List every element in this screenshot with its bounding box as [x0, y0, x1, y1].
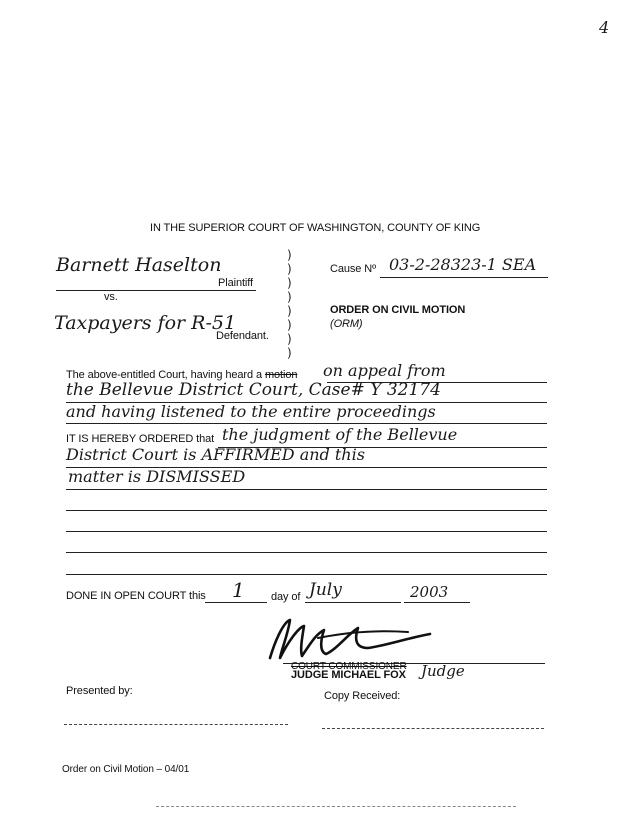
rule-10 [66, 574, 547, 575]
defendant-name: Taxpayers for R-51 [54, 312, 237, 334]
plaintiff-line [56, 290, 256, 291]
rule-8 [66, 531, 547, 532]
scan-edge-marks [156, 806, 516, 807]
page-number: 4 [599, 18, 610, 37]
presented-label: Presented by: [66, 685, 133, 697]
month-line [305, 602, 401, 603]
order-title: ORDER ON CIVIL MOTION [330, 304, 466, 316]
plaintiff-label: Plaintiff [218, 277, 253, 289]
copy-label: Copy Received: [324, 690, 401, 702]
day-value: 1 [232, 578, 245, 602]
cause-label: Cause Nº [330, 263, 377, 275]
day-label: day of [271, 591, 301, 603]
day-line [205, 602, 267, 603]
done-label: DONE IN OPEN COURT this [66, 590, 206, 602]
body-lead-text: The above-entitled Court, having heard a [66, 369, 262, 381]
presented-line [64, 724, 288, 725]
handwritten-line4: the judgment of the Bellevue [222, 425, 458, 444]
body-struck: motion [264, 369, 298, 381]
caption-brace: ) ) ) ) ) ) ) ) [287, 248, 292, 360]
handwritten-line6: matter is DISMISSED [68, 467, 246, 486]
rule-7 [66, 510, 547, 511]
order-subtitle: (ORM) [330, 318, 363, 330]
commissioner-label: COURT COMMISSIONER [291, 661, 407, 672]
year-line [404, 602, 470, 603]
handwritten-line5: District Court is AFFIRMED and this [66, 445, 365, 464]
signature-mark [258, 608, 448, 668]
rule-6 [66, 489, 547, 490]
year-value: 2003 [410, 583, 449, 601]
court-heading: IN THE SUPERIOR COURT OF WASHINGTON, COUNTY OF KING [150, 222, 481, 234]
handwritten-line2: the Bellevue District Court, Case# Y 32174 [66, 380, 441, 400]
rule-3 [66, 423, 547, 424]
judge-hand: Judge [421, 662, 465, 680]
cause-number: 03-2-28323-1 SEA [389, 255, 537, 274]
handwritten-line1: on appeal from [323, 361, 446, 380]
judge-name: JUDGE MICHAEL FOX [291, 669, 406, 681]
cause-line [380, 277, 548, 278]
copy-line [322, 728, 544, 729]
vs-label: vs. [104, 291, 118, 303]
month-value: July [309, 580, 342, 600]
rule-9 [66, 552, 547, 553]
defendant-label: Defendant. [216, 330, 269, 342]
ordered-label: IT IS HEREBY ORDERED that [66, 433, 215, 445]
form-footer: Order on Civil Motion – 04/01 [62, 764, 190, 775]
handwritten-line3: and having listened to the entire proceedings [66, 402, 436, 421]
plaintiff-name: Barnett Haselton [56, 254, 222, 276]
